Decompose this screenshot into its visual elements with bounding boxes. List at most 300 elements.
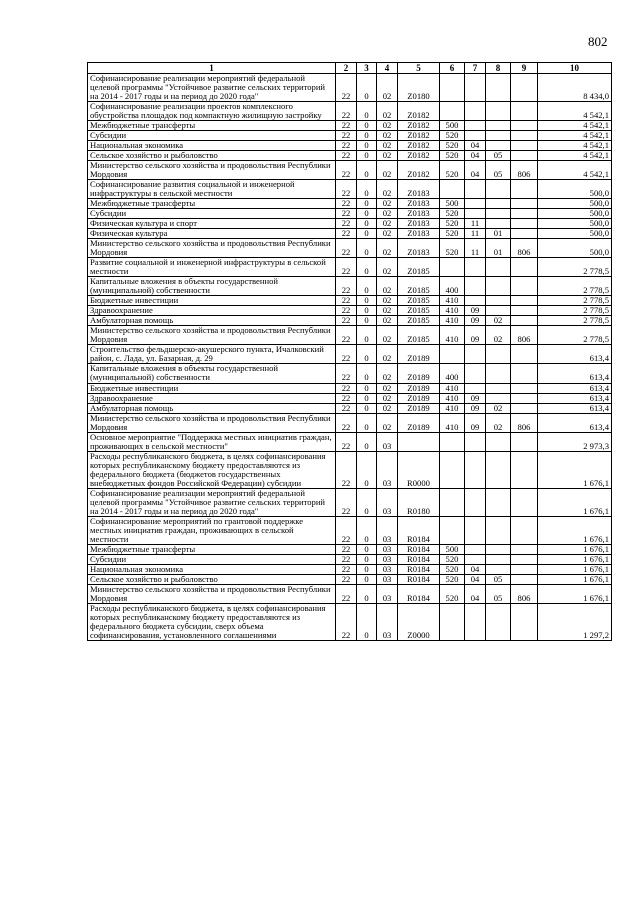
row-name-cell: Софинансирование реализации мероприятий федеральной целевой программы "Устойчивое развитие сельских территорий на 2014 - 2017 годы и на период до 2020 года" xyxy=(88,74,336,102)
code-cell xyxy=(465,603,486,640)
code-cell xyxy=(511,403,538,413)
code-cell xyxy=(486,296,511,306)
code-cell xyxy=(511,316,538,326)
code-cell: 0 xyxy=(357,239,377,258)
amount-cell: 1 297,2 xyxy=(538,603,612,640)
code-cell xyxy=(511,199,538,209)
code-cell: 0 xyxy=(357,151,377,161)
code-cell: 22 xyxy=(336,180,357,199)
code-cell: Z0182 xyxy=(398,102,440,121)
amount-cell: 500,0 xyxy=(538,239,612,258)
code-cell xyxy=(465,451,486,488)
code-cell: 0 xyxy=(357,364,377,383)
code-cell xyxy=(511,131,538,141)
table-row xyxy=(88,574,612,584)
row-name-cell: Межбюджетные трансферты xyxy=(88,121,336,131)
row-name-cell: Национальная экономика xyxy=(88,564,336,574)
code-cell xyxy=(511,383,538,393)
code-cell: 0 xyxy=(357,413,377,432)
code-cell: 0 xyxy=(357,316,377,326)
amount-cell: 2 778,5 xyxy=(538,306,612,316)
code-cell: 0 xyxy=(357,488,377,516)
code-cell: 02 xyxy=(377,277,398,296)
code-cell: 520 xyxy=(440,584,465,603)
code-cell: 02 xyxy=(377,199,398,209)
code-cell: Z0183 xyxy=(398,239,440,258)
code-cell: 22 xyxy=(336,131,357,141)
code-cell: Z0185 xyxy=(398,316,440,326)
amount-cell: 4 542,1 xyxy=(538,141,612,151)
code-cell: 22 xyxy=(336,564,357,574)
code-cell: 806 xyxy=(511,161,538,180)
code-cell xyxy=(440,488,465,516)
code-cell: Z0182 xyxy=(398,161,440,180)
row-name-cell: Субсидии xyxy=(88,209,336,219)
code-cell: 02 xyxy=(377,209,398,219)
code-cell: 500 xyxy=(440,121,465,131)
amount-cell: 1 676,1 xyxy=(538,544,612,554)
code-cell: Z0183 xyxy=(398,229,440,239)
code-cell xyxy=(511,102,538,121)
code-cell xyxy=(440,432,465,451)
row-name-cell: Софинансирование развития социальной и инженерной инфраструктуры в сельской местности xyxy=(88,180,336,199)
row-name-cell: Министерство сельского хозяйства и продовольствия Республики Мордовия xyxy=(88,161,336,180)
row-name-cell: Софинансирование реализации проектов комплексного обустройства площадок под компактную жилищную застройку xyxy=(88,102,336,121)
table-row xyxy=(88,345,612,364)
code-cell: 0 xyxy=(357,141,377,151)
code-cell xyxy=(511,277,538,296)
row-name-cell: Бюджетные инвестиции xyxy=(88,383,336,393)
code-cell xyxy=(398,432,440,451)
code-cell xyxy=(465,296,486,306)
code-cell: 0 xyxy=(357,451,377,488)
code-cell: Z0183 xyxy=(398,219,440,229)
code-cell: 22 xyxy=(336,544,357,554)
row-name-cell: Субсидии xyxy=(88,554,336,564)
amount-cell: 4 542,1 xyxy=(538,131,612,141)
code-cell: 0 xyxy=(357,229,377,239)
col-header: 9 xyxy=(511,63,538,74)
amount-cell: 613,4 xyxy=(538,413,612,432)
code-cell xyxy=(465,102,486,121)
code-cell xyxy=(486,451,511,488)
code-cell: 02 xyxy=(377,102,398,121)
code-cell: 02 xyxy=(377,121,398,131)
code-cell xyxy=(465,345,486,364)
code-cell: R0184 xyxy=(398,554,440,564)
row-name-cell: Здравоохранение xyxy=(88,306,336,316)
table-row xyxy=(88,544,612,554)
code-cell: 0 xyxy=(357,161,377,180)
code-cell xyxy=(465,383,486,393)
row-name-cell: Министерство сельского хозяйства и продовольствия Республики Мордовия xyxy=(88,413,336,432)
table-row xyxy=(88,413,612,432)
table-row xyxy=(88,488,612,516)
table-row xyxy=(88,258,612,277)
code-cell: 09 xyxy=(465,403,486,413)
code-cell: 22 xyxy=(336,74,357,102)
row-name-cell: Сельское хозяйство и рыболовство xyxy=(88,151,336,161)
code-cell: 02 xyxy=(377,383,398,393)
code-cell xyxy=(511,180,538,199)
amount-cell: 2 778,5 xyxy=(538,326,612,345)
code-cell: 02 xyxy=(377,219,398,229)
table-row xyxy=(88,121,612,131)
code-cell xyxy=(486,432,511,451)
row-name-cell: Здравоохранение xyxy=(88,393,336,403)
code-cell xyxy=(486,141,511,151)
code-cell: Z0189 xyxy=(398,345,440,364)
code-cell: Z0189 xyxy=(398,413,440,432)
code-cell: 410 xyxy=(440,413,465,432)
code-cell: Z0189 xyxy=(398,393,440,403)
code-cell: 520 xyxy=(440,554,465,564)
code-cell xyxy=(511,121,538,131)
code-cell: 0 xyxy=(357,574,377,584)
code-cell: R0180 xyxy=(398,488,440,516)
code-cell: 22 xyxy=(336,393,357,403)
code-cell: 03 xyxy=(377,603,398,640)
code-cell xyxy=(486,258,511,277)
code-cell: 0 xyxy=(357,584,377,603)
row-name-cell: Амбулаторная помощь xyxy=(88,403,336,413)
code-cell: 22 xyxy=(336,326,357,345)
table-row xyxy=(88,516,612,544)
code-cell xyxy=(486,121,511,131)
code-cell: 04 xyxy=(465,584,486,603)
row-name-cell: Софинансирование реализации мероприятий федеральной целевой программы "Устойчивое развитие сельских территорий на 2014 - 2017 годы и на период до 2020 года" xyxy=(88,488,336,516)
code-cell xyxy=(465,277,486,296)
table-row xyxy=(88,180,612,199)
code-cell xyxy=(511,229,538,239)
code-cell xyxy=(486,554,511,564)
code-cell: 03 xyxy=(377,451,398,488)
amount-cell: 500,0 xyxy=(538,209,612,219)
code-cell: 0 xyxy=(357,180,377,199)
amount-cell: 613,4 xyxy=(538,383,612,393)
amount-cell: 2 778,5 xyxy=(538,277,612,296)
code-cell: 22 xyxy=(336,219,357,229)
code-cell: 02 xyxy=(486,403,511,413)
amount-cell: 1 676,1 xyxy=(538,554,612,564)
code-cell: 04 xyxy=(465,141,486,151)
row-name-cell: Министерство сельского хозяйства и продовольствия Республики Мордовия xyxy=(88,584,336,603)
code-cell xyxy=(511,554,538,564)
row-name-cell: Министерство сельского хозяйства и продовольствия Республики Мордовия xyxy=(88,326,336,345)
amount-cell: 1 676,1 xyxy=(538,584,612,603)
col-header: 7 xyxy=(465,63,486,74)
code-cell: 520 xyxy=(440,209,465,219)
amount-cell: 613,4 xyxy=(538,345,612,364)
code-cell: 0 xyxy=(357,554,377,564)
code-cell: 520 xyxy=(440,229,465,239)
code-cell: 02 xyxy=(377,229,398,239)
code-cell: Z0180 xyxy=(398,74,440,102)
amount-cell: 613,4 xyxy=(538,364,612,383)
code-cell: 22 xyxy=(336,121,357,131)
code-cell: 02 xyxy=(377,161,398,180)
code-cell xyxy=(511,364,538,383)
code-cell xyxy=(465,131,486,141)
code-cell: 22 xyxy=(336,603,357,640)
table-row xyxy=(88,229,612,239)
code-cell: 09 xyxy=(465,326,486,345)
code-cell xyxy=(465,209,486,219)
code-cell: 500 xyxy=(440,544,465,554)
code-cell: R0000 xyxy=(398,451,440,488)
row-name-cell: Межбюджетные трансферты xyxy=(88,199,336,209)
code-cell: 22 xyxy=(336,239,357,258)
code-cell: 09 xyxy=(465,316,486,326)
code-cell: 22 xyxy=(336,574,357,584)
code-cell: 0 xyxy=(357,219,377,229)
code-cell: 22 xyxy=(336,209,357,219)
code-cell: 02 xyxy=(377,306,398,316)
table-row xyxy=(88,326,612,345)
code-cell: 0 xyxy=(357,326,377,345)
code-cell xyxy=(486,306,511,316)
table-row xyxy=(88,432,612,451)
code-cell: 04 xyxy=(465,161,486,180)
code-cell: 02 xyxy=(377,74,398,102)
code-cell: Z0185 xyxy=(398,258,440,277)
table-row xyxy=(88,239,612,258)
code-cell: 410 xyxy=(440,326,465,345)
row-name-cell: Софинансирование мероприятий по грантовой поддержке местных инициатив граждан, проживающих в сельской местности xyxy=(88,516,336,544)
code-cell: 520 xyxy=(440,219,465,229)
code-cell xyxy=(511,345,538,364)
code-cell: 0 xyxy=(357,121,377,131)
code-cell: 03 xyxy=(377,516,398,544)
code-cell: 22 xyxy=(336,306,357,316)
code-cell xyxy=(511,488,538,516)
amount-cell: 613,4 xyxy=(538,393,612,403)
code-cell xyxy=(486,345,511,364)
budget-table xyxy=(87,62,612,641)
code-cell: 02 xyxy=(486,316,511,326)
amount-cell: 1 676,1 xyxy=(538,488,612,516)
row-name-cell: Сельское хозяйство и рыболовство xyxy=(88,574,336,584)
table-row xyxy=(88,603,612,640)
code-cell: 09 xyxy=(465,413,486,432)
code-cell xyxy=(511,516,538,544)
code-cell: 410 xyxy=(440,383,465,393)
code-cell: Z0185 xyxy=(398,306,440,316)
col-header: 1 xyxy=(88,63,336,74)
code-cell: Z0185 xyxy=(398,277,440,296)
row-name-cell: Министерство сельского хозяйства и продовольствия Республики Мордовия xyxy=(88,239,336,258)
table-row xyxy=(88,161,612,180)
code-cell: Z0182 xyxy=(398,121,440,131)
code-cell: 02 xyxy=(377,141,398,151)
code-cell xyxy=(486,544,511,554)
code-cell xyxy=(486,277,511,296)
row-name-cell: Физическая культура xyxy=(88,229,336,239)
code-cell: Z0189 xyxy=(398,383,440,393)
code-cell: 05 xyxy=(486,574,511,584)
code-cell: 0 xyxy=(357,74,377,102)
row-name-cell: Строительство фельдшерско-акушерского пункта, Ичалковский район, с. Лада, ул. Базарная, д. 29 xyxy=(88,345,336,364)
table-row xyxy=(88,393,612,403)
code-cell: 0 xyxy=(357,516,377,544)
amount-cell: 8 434,0 xyxy=(538,74,612,102)
code-cell: 0 xyxy=(357,258,377,277)
code-cell: R0184 xyxy=(398,516,440,544)
code-cell: 22 xyxy=(336,403,357,413)
table-row xyxy=(88,219,612,229)
code-cell: 520 xyxy=(440,564,465,574)
code-cell xyxy=(486,564,511,574)
code-cell: R0184 xyxy=(398,584,440,603)
code-cell xyxy=(440,451,465,488)
code-cell: 22 xyxy=(336,296,357,306)
code-cell: 04 xyxy=(465,574,486,584)
amount-cell: 500,0 xyxy=(538,180,612,199)
code-cell: 04 xyxy=(465,151,486,161)
code-cell: 11 xyxy=(465,219,486,229)
table-row xyxy=(88,102,612,121)
code-cell xyxy=(511,141,538,151)
code-cell: 22 xyxy=(336,277,357,296)
code-cell xyxy=(465,180,486,199)
code-cell: 22 xyxy=(336,516,357,544)
code-cell: 02 xyxy=(377,316,398,326)
code-cell: 22 xyxy=(336,584,357,603)
code-cell: 410 xyxy=(440,393,465,403)
code-cell xyxy=(486,516,511,544)
code-cell: Z0189 xyxy=(398,403,440,413)
code-cell: 806 xyxy=(511,584,538,603)
code-cell: 0 xyxy=(357,383,377,393)
code-cell: 09 xyxy=(465,393,486,403)
code-cell xyxy=(511,219,538,229)
code-cell xyxy=(511,574,538,584)
code-cell: R0184 xyxy=(398,544,440,554)
code-cell xyxy=(511,544,538,554)
code-cell: 806 xyxy=(511,239,538,258)
table-row xyxy=(88,141,612,151)
code-cell: 22 xyxy=(336,383,357,393)
amount-cell: 500,0 xyxy=(538,229,612,239)
code-cell: 520 xyxy=(440,151,465,161)
code-cell: R0184 xyxy=(398,564,440,574)
code-cell: 400 xyxy=(440,277,465,296)
code-cell: 02 xyxy=(377,345,398,364)
table-row xyxy=(88,74,612,102)
code-cell: 01 xyxy=(486,239,511,258)
table-row xyxy=(88,199,612,209)
code-cell: 02 xyxy=(377,364,398,383)
code-cell: 11 xyxy=(465,229,486,239)
amount-cell: 500,0 xyxy=(538,199,612,209)
code-cell: 0 xyxy=(357,199,377,209)
row-name-cell: Капитальные вложения в объекты государственной (муниципальной) собственности xyxy=(88,364,336,383)
code-cell xyxy=(440,258,465,277)
code-cell xyxy=(511,296,538,306)
code-cell: Z0182 xyxy=(398,131,440,141)
col-header: 3 xyxy=(357,63,377,74)
code-cell: 500 xyxy=(440,199,465,209)
code-cell: 22 xyxy=(336,451,357,488)
code-cell: 03 xyxy=(377,544,398,554)
code-cell: 410 xyxy=(440,316,465,326)
code-cell xyxy=(440,603,465,640)
code-cell xyxy=(486,488,511,516)
code-cell: 03 xyxy=(377,488,398,516)
code-cell: Z0182 xyxy=(398,151,440,161)
page-number: 802 xyxy=(588,34,608,49)
code-cell: 03 xyxy=(377,584,398,603)
code-cell: Z0183 xyxy=(398,209,440,219)
code-cell: 0 xyxy=(357,432,377,451)
code-cell xyxy=(511,432,538,451)
code-cell: 22 xyxy=(336,229,357,239)
code-cell: Z0189 xyxy=(398,364,440,383)
code-cell xyxy=(465,516,486,544)
amount-cell: 4 542,1 xyxy=(538,161,612,180)
code-cell: 04 xyxy=(465,564,486,574)
code-cell: 05 xyxy=(486,151,511,161)
code-cell xyxy=(511,393,538,403)
code-cell: 0 xyxy=(357,603,377,640)
amount-cell: 1 676,1 xyxy=(538,451,612,488)
row-name-cell: Расходы республиканского бюджета, в целях софинансирования которых республиканскому бюджету предоставляются из федерального бюджета (бюджетов государственных внебюджетных фондов Российской Федерации) субсидии xyxy=(88,451,336,488)
code-cell: 0 xyxy=(357,544,377,554)
code-cell: 02 xyxy=(377,403,398,413)
code-cell: 22 xyxy=(336,141,357,151)
code-cell: 02 xyxy=(377,151,398,161)
code-cell xyxy=(511,74,538,102)
code-cell xyxy=(465,432,486,451)
table-row xyxy=(88,277,612,296)
code-cell: 22 xyxy=(336,161,357,180)
table-row xyxy=(88,554,612,564)
code-cell: 410 xyxy=(440,403,465,413)
amount-cell: 2 778,5 xyxy=(538,316,612,326)
code-cell: 0 xyxy=(357,277,377,296)
row-name-cell: Основное мероприятие "Поддержка местных инициатив граждан, проживающих в сельской местности" xyxy=(88,432,336,451)
code-cell: 03 xyxy=(377,574,398,584)
code-cell xyxy=(486,219,511,229)
amount-cell: 4 542,1 xyxy=(538,121,612,131)
code-cell: 0 xyxy=(357,345,377,364)
code-cell: Z0185 xyxy=(398,296,440,306)
table-row xyxy=(88,151,612,161)
code-cell: 02 xyxy=(486,326,511,345)
row-name-cell: Субсидии xyxy=(88,131,336,141)
amount-cell: 4 542,1 xyxy=(538,102,612,121)
code-cell: 02 xyxy=(377,239,398,258)
code-cell: 520 xyxy=(440,161,465,180)
code-cell: 03 xyxy=(377,554,398,564)
code-cell: 520 xyxy=(440,574,465,584)
table-row xyxy=(88,131,612,141)
table-body xyxy=(88,74,612,641)
code-cell xyxy=(440,102,465,121)
code-cell: 02 xyxy=(486,413,511,432)
code-cell xyxy=(440,516,465,544)
code-cell: 22 xyxy=(336,199,357,209)
row-name-cell: Национальная экономика xyxy=(88,141,336,151)
code-cell: 22 xyxy=(336,364,357,383)
table-row xyxy=(88,584,612,603)
table-row xyxy=(88,364,612,383)
row-name-cell: Межбюджетные трансферты xyxy=(88,544,336,554)
code-cell: 02 xyxy=(377,413,398,432)
code-cell: Z0183 xyxy=(398,199,440,209)
amount-cell: 1 676,1 xyxy=(538,574,612,584)
amount-cell: 2 778,5 xyxy=(538,258,612,277)
